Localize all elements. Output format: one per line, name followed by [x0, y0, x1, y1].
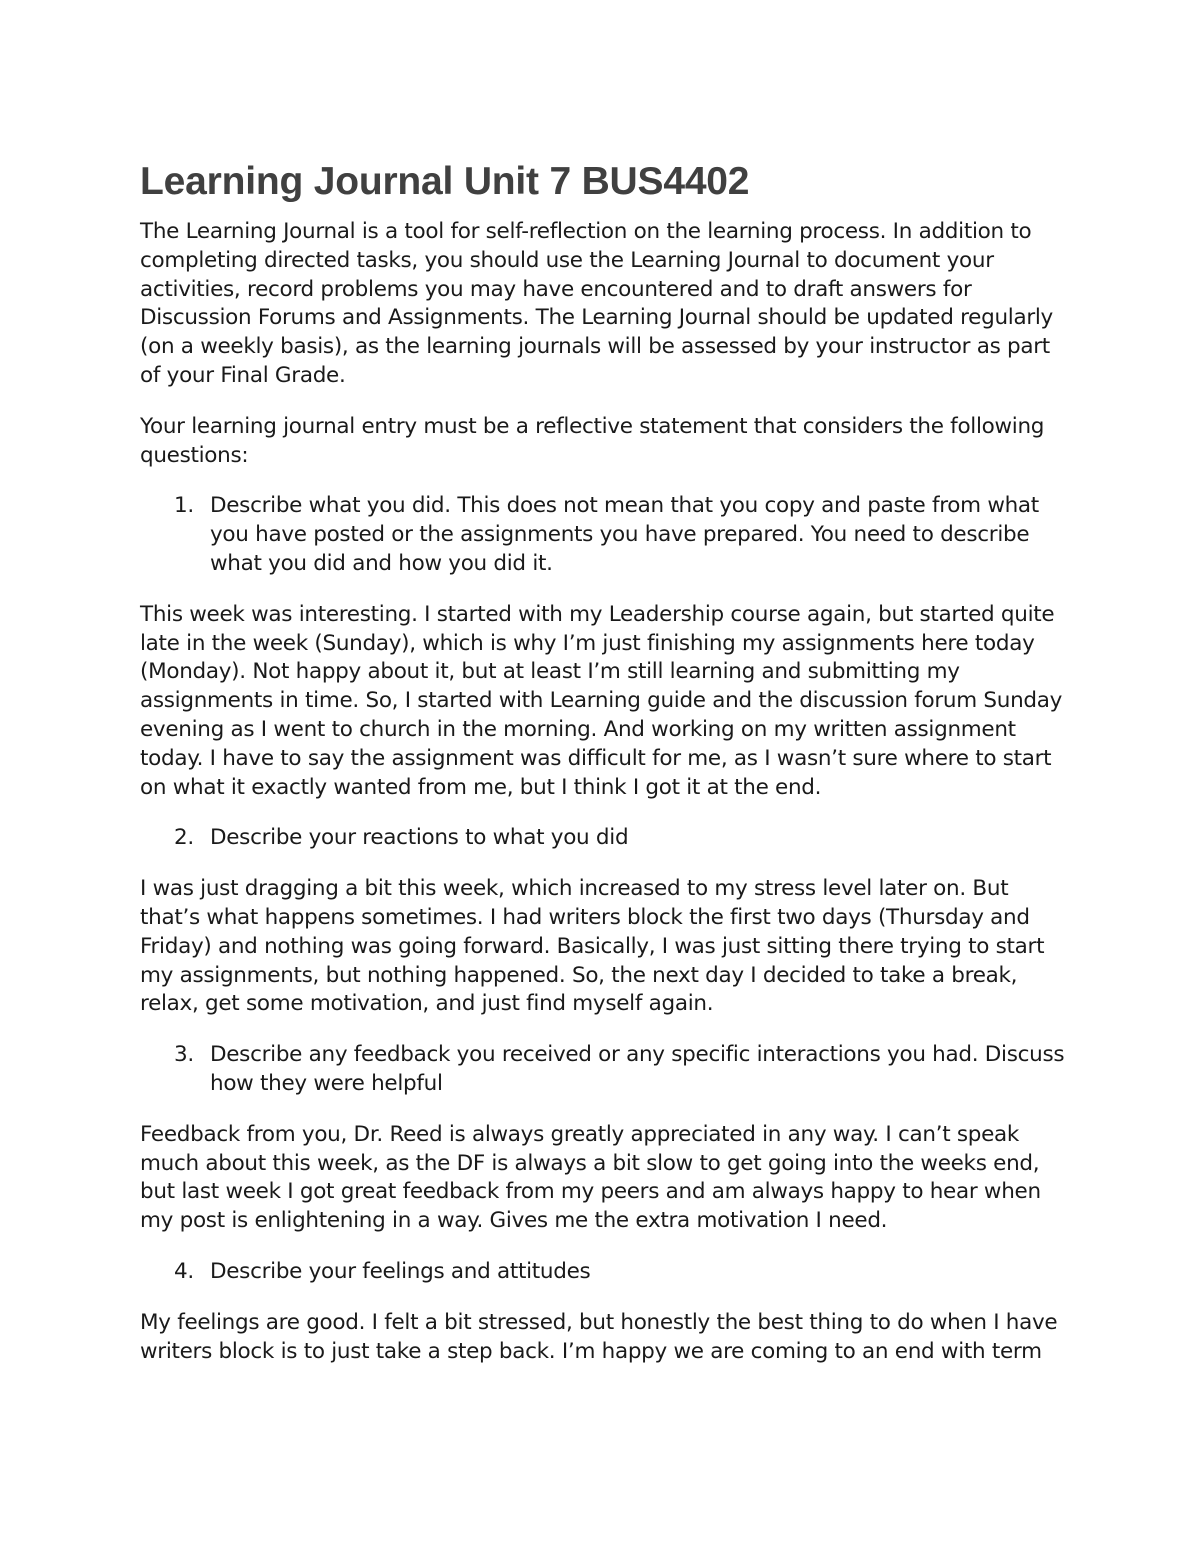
question-4 — [140, 1258, 1070, 1287]
question-2 — [140, 824, 1070, 853]
answer-4: My feelings are good. I felt a bit stressed, but honestly the best thing to do when I have writers block is to just take a step back. I’m happy we are coming to an end with term — [140, 1309, 1058, 1364]
question-1 — [140, 492, 1070, 578]
question-text: Describe your reactions to what you did — [210, 825, 629, 851]
answer-1: This week was interesting. I started with my Leadership course again, but started quite late in the week (Sunday), which is why I’m just finishing my assignments here today (Monday). Not happy about it, but at least I’m still learning and submitting my assignments in time. So, I started with Learning guide and the discussion forum Sunday evening as I went to church in the morning. And working on my written assignment today. I have to say the assignment was difficult for me, as I wasn’t sure where to start on what it exactly wanted from me, but I think I got it at the end. — [140, 601, 1063, 800]
question-text: Describe what you did. This does not mean that you copy and paste from what you have posted or the assignments you have prepared. You need to describe what you did and how you did it. — [210, 493, 1039, 576]
question-number: 1. — [174, 493, 194, 519]
question-3 — [140, 1041, 1070, 1099]
prompt-paragraph: Your learning journal entry must be a reflective statement that considers the following questions: — [140, 413, 1045, 468]
answer-3: Feedback from you, Dr. Reed is always greatly appreciated in any way. I can’t speak much about this week, as the DF is always a bit slow to get going into the weeks end, but last week I got great feedback from my peers and am always happy to hear when my post is enlightening in a way. Gives me the extra motivation I need. — [140, 1121, 1041, 1234]
question-number: 3. — [174, 1042, 194, 1068]
question-text: Describe any feedback you received or any specific interactions you had. Discuss how they were helpful — [210, 1042, 1065, 1096]
question-text: Describe your feelings and attitudes — [210, 1258, 591, 1284]
question-number: 2. — [174, 825, 194, 851]
answer-2: I was just dragging a bit this week, which increased to my stress level later on. But that’s what happens sometimes. I had writers block the first two days (Thursday and Friday) and nothing was going forward. Basically, I was just sitting there trying to start my assignments, but nothing happened. So, the next day I decided to take a break, relax, get some motivation, and just find myself again. — [140, 876, 1045, 1017]
document-page — [140, 158, 1070, 1388]
intro-paragraph: The Learning Journal is a tool for self-reflection on the learning process. In addition to completing directed tasks, you should use the Learning Journal to document your activities, record problems you may have encountered and to draft answers for Discussion Forums and Assignments. The Learning Journal should be updated regularly (on a weekly basis), as the learning journals will be assessed by your instructor as part of your Final Grade. — [140, 219, 1053, 388]
document-title: Learning Journal Unit 7 BUS4402 — [140, 160, 750, 203]
question-number: 4. — [174, 1258, 194, 1284]
